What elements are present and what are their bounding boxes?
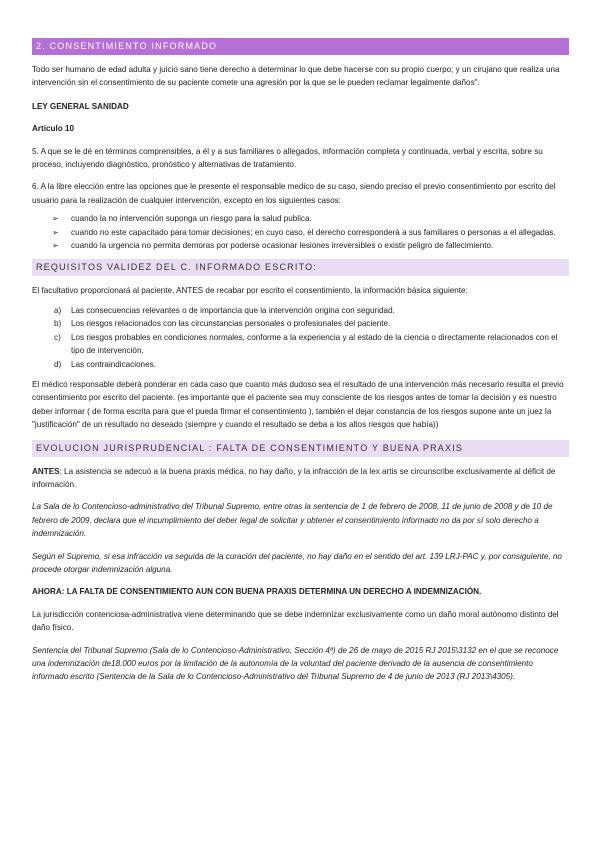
sentencia-paragraph: Sentencia del Tribunal Supremo (Sala de lo Contencioso-Administrativo, Sección 4ª) de 26 de mayo de 2015 RJ 2015\3132 en el que se reconoce una indemnización de18.000 euros por la limitación de la autonomía de la voluntad del paciente derivado de la ausencia de consentimiento informado escrito (Sentencia de la Sala de lo Contencioso-Administrativo del Tribunal Supremo de 4 de junio de 2013 (RJ 2013\4305). (32, 645, 559, 682)
section-heading-evolucion: EVOLUCION JURISPRUDENCIAL : FALTA DE CONSENTIMIENTO Y BUENA PRAXIS (32, 440, 569, 457)
list-item: d) Las contraindicaciones. (54, 359, 156, 369)
ahora-heading: AHORA: LA FALTA DE CONSENTIMIENTO AUN CON BUENA PRAXIS DETERMINA UN DERECHO A INDEMNIZACIÓN. (32, 587, 482, 597)
requisitos-intro: El facultativo proporcionará al paciente, ANTES de recabar por escrito el consentimiento, la información básica siguiente: (32, 286, 468, 296)
exceptions-list (32, 212, 569, 252)
paragraph-6: 6. A la libre elección entre las opciones que le presente el responsable medico de su caso, siendo preciso el previo consentimiento por escrito del usuario para la realización de cualquier intervención, excepto en los siguientes casos: (32, 182, 556, 205)
list-item: a) Las consecuencias relevantes o de importancia que la intervención origina con seguridad. (54, 305, 395, 315)
paragraph-5: 5. A que se le dé en términos comprensibles, a él y a sus familiares o allegados, información completa y continuada, verbal y escrita, sobre su proceso, incluyendo diagnóstico, pronóstico y alternativas de tratamiento. (32, 146, 543, 170)
list-item: b) Los riesgos relacionados con las circunstancias personales o profesionales del paciente. (54, 319, 391, 329)
arrow-bullet-icon: ➢ (52, 241, 59, 251)
arrow-bullet-icon: ➢ (52, 214, 59, 224)
requisitos-list (32, 304, 569, 371)
arrow-bullet-icon: ➢ (52, 227, 59, 237)
list-item: c) Los riesgos probables en condiciones normales, conforme a la experiencia y al estado de la ciencia o directamente relacionados con el tipo de intervención. (54, 332, 558, 356)
requisitos-body: El médico responsable deberá ponderar en cada caso que cuanto más dudoso sea el resultado de una intervención más necesario resulta el previo consentimiento por escrito del paciente. (es importante que el paciente sea muy consciente de los riesgos antes de tomar la decisión y es nuestro deber informar ( de forma escrita para que el pueda firmar el consentimiento ), también el dejar constancia de los riesgos supone ante un juez la "justificación" de un resultado no deseado (siempre y cuando el resultado se deba a los altos riesgos que había)) (32, 379, 564, 430)
section-heading-consentimiento: 2. CONSENTIMIENTO INFORMADO (32, 38, 569, 55)
sala-paragraph: La Sala de lo Contencioso-administrativo del Tribunal Supremo, entre otras la sentencia de 1 de febrero de 2008, 11 de junio de 2008 y de 10 de febrero de 2009, declara que el incumplimiento del deber legal de solicitar y obtener el consentimiento informado no da por sí solo derecho a indemnización. (32, 502, 553, 539)
articulo-heading: Artículo 10 (32, 124, 74, 134)
supremo-paragraph: Según el Supremo, si esa infracción va seguida de la curación del paciente, no hay daño en el sentido del art. 139 LRJ-PAC y, por consiguiente, no procede otorgar indemnización alguna. (32, 551, 562, 574)
intro-paragraph: Todo ser humano de edad adulta y juicio sano tiene derecho a determinar lo que debe hacerse con su propio cuerpo; y un cirujano que realiza una intervención sin el consentimiento de su paciente comete una agresión por la que se le pueden reclamar legalmente daños". (32, 65, 560, 88)
jurisdiccion-paragraph: La jurisdicción contenciosa-administrativa viene determinando que se debe indemnizar exclusivamente como un daño moral autónomo distinto del daño físico. (32, 609, 559, 633)
document-page (32, 38, 569, 684)
ley-heading: LEY GENERAL SANIDAD (32, 101, 129, 111)
antes-paragraph: ANTES: La asistencia se adecuó a la buena praxis médica, no hay daño, y la infracción de la lex artis se circunscribe exclusivamente al déficit de información. (32, 466, 556, 489)
section-heading-requisitos: REQUISITOS VALIDEZ DEL C. INFORMADO ESCRITO: (32, 259, 569, 276)
list-item: ➢ cuando la no intervención suponga un riesgo para la salud publica. (52, 212, 569, 225)
list-item: ➢ cuando la urgencia no permita demoras por poderse ocasionar lesiones irreversibles o existir peligro de fallecimiento. (52, 239, 569, 252)
list-item: ➢ cuando no este capacitado para tomar decisiones; en cuyo caso, el derecho corresponderá a sus familiares o personas a el allegadas. (52, 226, 569, 239)
